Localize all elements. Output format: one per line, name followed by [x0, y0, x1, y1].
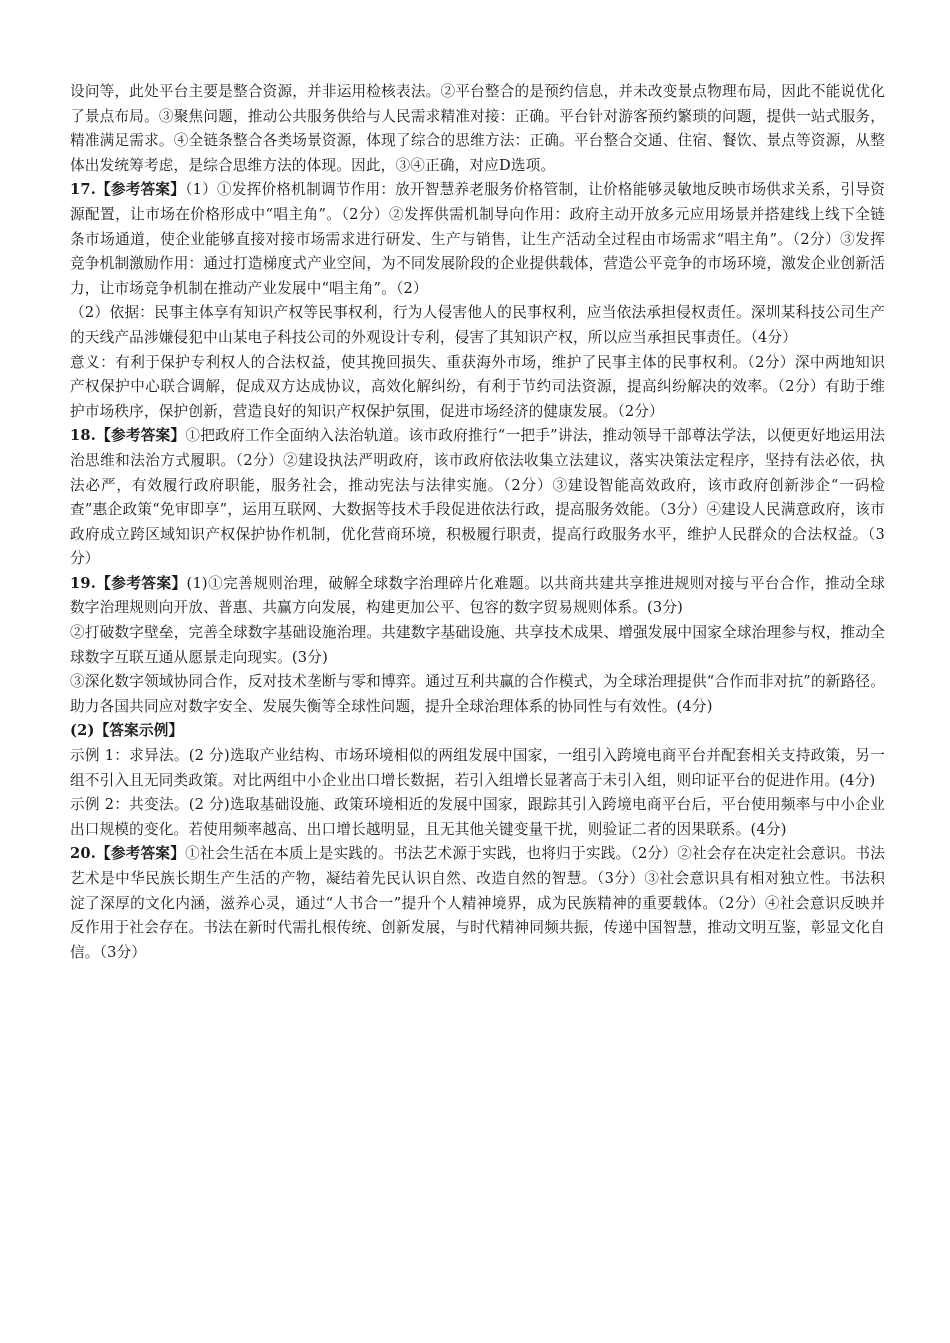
- q17-part3: 意义：有利于保护专利权人的合法权益，使其挽回损失、重获海外市场，维护了民事主体的民事权利。（2分）深中两地知识产权保护中心联合调解，促成双方达成协议，高效化解纠纷，有利于节约司法资源，提高纠纷解决的效率。（2分）有助于维护市场秩序，保护创新，营造良好的知识产权保护氛围，促进市场经济的健康发展。（2分）: [70, 353, 885, 420]
- q16-continuation: 设问等，此处平台主要是整合资源，并非运用检核表法。②平台整合的是预约信息，并未改变景点物理布局，因此不能说优化了景点布局。③聚焦问题，推动公共服务供给与人民需求精准对接：正确。平台针对游客预约繁琐的问题，提供一站式服务，精准满足需求。④全链条整合各类场景资源，体现了综合的思维方法：正确。平台整合交通、住宿、餐饮、景点等资源，从整体出发统筹考虑，是综合思维方法的体现。因此，③④正确，对应D选项。: [70, 83, 885, 174]
- q18-answer-tag: 【参考答案】: [96, 427, 186, 445]
- q19-answer-tag: 【参考答案】: [96, 574, 187, 592]
- q20-number: 20.: [70, 845, 96, 863]
- q17-part1-text: （1）①发挥价格机制调节作用：放开智慧养老服务价格管制，让价格能够灵敏地反映市场供求关系，引导资源配置，让市场在价格形成中“唱主角”。（2分）②发挥供需机制导向作用：政府主动开放多元应用场景并搭建线上线下全链条市场通道，使企业能够直接对接市场需求进行研发、生产与销售，让生产活动全过程由市场需求“唱主角”。（2分）③发挥竞争机制激励作用：通过打造梯度式产业空间，为不同发展阶段的企业提供载体，营造公平竞争的市场环境，激发企业创新活力，让市场竞争机制在推动产业发展中“唱主角”。（2）: [70, 181, 886, 297]
- q19-number: 19.: [70, 574, 96, 592]
- q19-example-heading: (2)【答案示例】: [70, 722, 184, 740]
- q17-answer-tag: 【参考答案】: [96, 181, 186, 199]
- q19-example-2: 示例 2：共变法。(2 分)选取基础设施、政策环境相近的发展中国家，跟踪其引入跨境电商平台后，平台使用频率与中小企业出口规模的变化。若使用频率越高、出口增长越明显，且无其他关键变量干扰，则验证二者的因果联系。(4分): [70, 796, 885, 838]
- q19-part2: ②打破数字壁垒，完善全球数字基础设施治理。共建数字基础设施、共享技术成果、增强发展中国家全球治理参与权，推动全球数字互联互通从愿景走向现实。(3分): [70, 624, 885, 666]
- q19-example-1: 示例 1：求异法。(2 分)选取产业结构、市场环境相似的两组发展中国家，一组引入跨境电商平台并配套相关支持政策，另一组不引入且无同类政策。对比两组中小企业出口增长数据，若引入组增长显著高于未引入组，则印证平台的促进作用。(4分): [70, 747, 885, 789]
- q17-part2: （2）依据：民事主体享有知识产权等民事权利，行为人侵害他人的民事权利，应当依法承担侵权责任。深圳某科技公司生产的天线产品涉嫌侵犯中山某电子科技公司的外观设计专利，侵害了其知识产权，所以应当承担民事责任。（4分）: [70, 304, 885, 346]
- q19-part1-text: (1)①完善规则治理，破解全球数字治理碎片化难题。以共商共建共享推进规则对接与平台合作，推动全球数字治理规则向开放、普惠、共赢方向发展，构建更加公平、包容的数字贸易规则体系。(3分): [70, 574, 885, 617]
- q19-part1: [70, 572, 885, 621]
- q20-text: ①社会生活在本质上是实践的。书法艺术源于实践，也将归于实践。（2分）②社会存在决定社会意识。书法艺术是中华民族长期生产生活的产物，凝结着先民认识自然、改造自然的智慧。（3分）③社会意识具有相对独立性。书法积淀了深厚的文化内涵，滋养心灵，通过“人书合一”提升个人精神境界，成为民族精神的重要载体。（2分）④社会意识反映并反作用于社会存在。书法在新时代需扎根传统、创新发展，与时代精神同频共振，传递中国智慧，推动文明互鉴，彰显文化自信。（3分）: [70, 845, 886, 961]
- q18-text: ①把政府工作全面纳入法治轨道。该市政府推行“一把手”讲法，推动领导干部尊法学法，以便更好地运用法治思维和法治方式履职。（2分）②建设执法严明政府，该市政府依法收集立法建议，落实决策法定程序，坚持有法必依，执法必严，有效履行政府职能，服务社会，推动宪法与法律实施。（2分）③建设智能高效政府，该市政府创新涉企“一码检查”惠企政策“免审即享”，运用互联网、大数据等技术手段促进依法行政，提高服务效能。（3分）④建设人民满意政府，该市政府成立跨区域知识产权保护协作机制，优化营商环境，积极履行职责，提高行政服务水平，维护人民群众的合法权益。（3分）: [70, 427, 886, 568]
- q20-answer: [70, 842, 885, 965]
- answer-document: [70, 80, 885, 965]
- q17-number: 17.: [70, 181, 96, 199]
- q20-answer-tag: 【参考答案】: [96, 845, 186, 863]
- q17-part1: [70, 178, 885, 301]
- q19-part3: ③深化数字领域协同合作，反对技术垄断与零和博弈。通过互利共赢的合作模式，为全球治理提供“合作而非对抗”的新路径。助力各国共同应对数字安全、发展失衡等全球性问题，提升全球治理体系的协同性与有效性。(4分): [70, 673, 885, 715]
- q18-number: 18.: [70, 427, 96, 445]
- q18-answer: [70, 424, 885, 572]
